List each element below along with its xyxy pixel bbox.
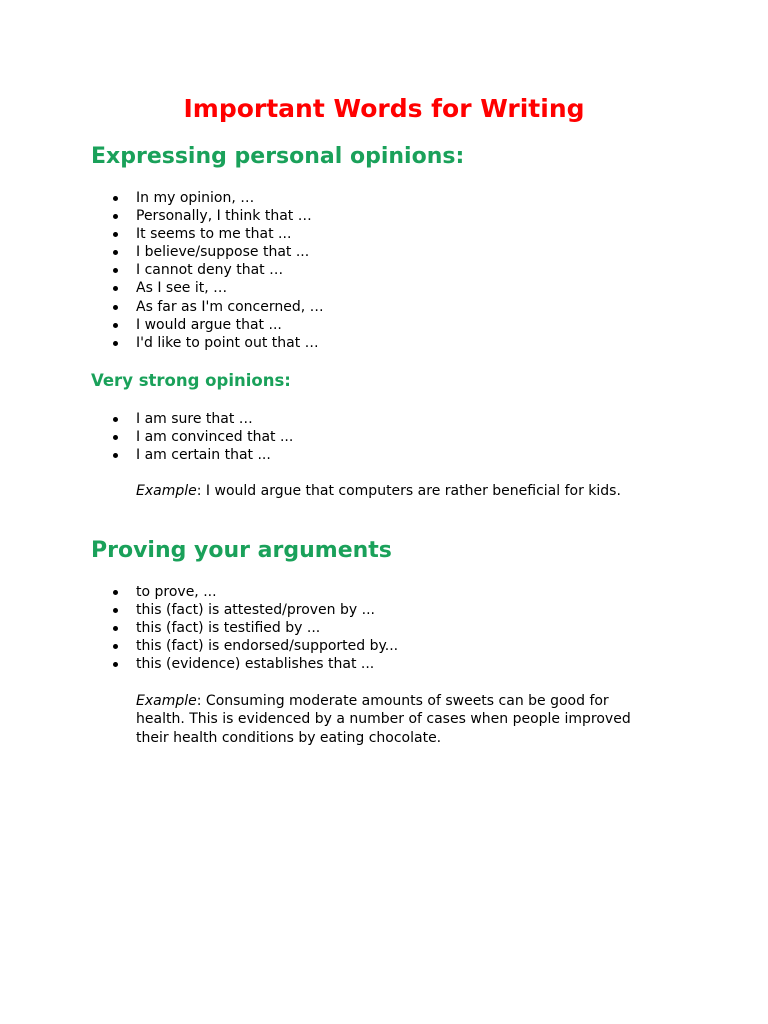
list-item	[0, 619, 398, 637]
bullet-icon	[113, 214, 118, 219]
list-item	[0, 637, 398, 655]
list-item-text: I believe/suppose that ...	[136, 244, 310, 261]
list-item	[0, 279, 324, 297]
example-proving-arguments	[136, 692, 656, 747]
example-label: Example	[136, 483, 197, 499]
bullet-icon	[113, 341, 118, 346]
section-heading-personal-opinions: Expressing personal opinions:	[91, 144, 465, 169]
list-item-text: I'd like to point out that …	[136, 334, 319, 351]
bullet-icon	[113, 232, 118, 237]
example-label: Example	[136, 693, 197, 709]
bullet-icon	[113, 196, 118, 201]
list-item-text: this (fact) is testified by ...	[136, 620, 321, 637]
list-item-text: to prove, ...	[136, 584, 217, 600]
section-heading-strong-opinions: Very strong opinions:	[91, 371, 291, 390]
list-item	[0, 298, 324, 316]
bullet-icon	[113, 250, 118, 255]
bullet-icon	[113, 453, 118, 458]
list-item	[0, 410, 293, 428]
list-item-text: I am sure that …	[136, 411, 253, 427]
list-item	[0, 655, 398, 673]
list-item-text: As far as I'm concerned, …	[136, 298, 324, 315]
list-item-text: In my opinion, …	[136, 190, 255, 206]
example-text: : Consuming moderate amounts of sweets can be good for health. This is evidenced by a number of cases when people improved their health conditions by eating chocolate.	[136, 693, 631, 746]
strong-opinions-list	[0, 410, 293, 464]
bullet-icon	[113, 662, 118, 667]
list-item	[0, 446, 293, 464]
example-text: : I would argue that computers are rather beneficial for kids.	[196, 483, 621, 499]
list-item	[0, 316, 324, 334]
list-item	[0, 334, 324, 352]
list-item-text: this (fact) is endorsed/supported by...	[136, 638, 399, 655]
list-item-text: this (evidence) establishes that ...	[136, 656, 375, 673]
list-item	[0, 207, 324, 225]
bullet-icon	[113, 323, 118, 328]
bullet-icon	[113, 590, 118, 595]
bullet-icon	[113, 608, 118, 613]
list-item-text: I am certain that ...	[136, 447, 271, 464]
bullet-icon	[113, 268, 118, 273]
proving-arguments-list	[0, 583, 398, 673]
list-item	[0, 261, 324, 279]
list-item-text: I would argue that ...	[136, 316, 282, 333]
bullet-icon	[113, 644, 118, 649]
bullet-icon	[113, 417, 118, 422]
bullet-icon	[113, 286, 118, 291]
bullet-icon	[113, 435, 118, 440]
example-strong-opinions	[136, 482, 656, 500]
bullet-icon	[113, 305, 118, 310]
list-item	[0, 428, 293, 446]
list-item	[0, 583, 398, 601]
list-item-text: I am convinced that ...	[136, 429, 294, 446]
personal-opinions-list	[0, 189, 324, 352]
section-heading-proving-arguments: Proving your arguments	[91, 538, 392, 563]
list-item-text: It seems to me that ...	[136, 226, 292, 243]
list-item-text: As I see it, …	[136, 280, 228, 297]
bullet-icon	[113, 626, 118, 631]
list-item-text: this (fact) is attested/proven by ...	[136, 602, 375, 619]
list-item-text: I cannot deny that …	[136, 262, 284, 279]
list-item	[0, 189, 324, 207]
list-item	[0, 225, 324, 243]
document-title: Important Words for Writing	[183, 94, 585, 123]
list-item	[0, 601, 398, 619]
list-item	[0, 243, 324, 261]
list-item-text: Personally, I think that …	[136, 208, 312, 225]
